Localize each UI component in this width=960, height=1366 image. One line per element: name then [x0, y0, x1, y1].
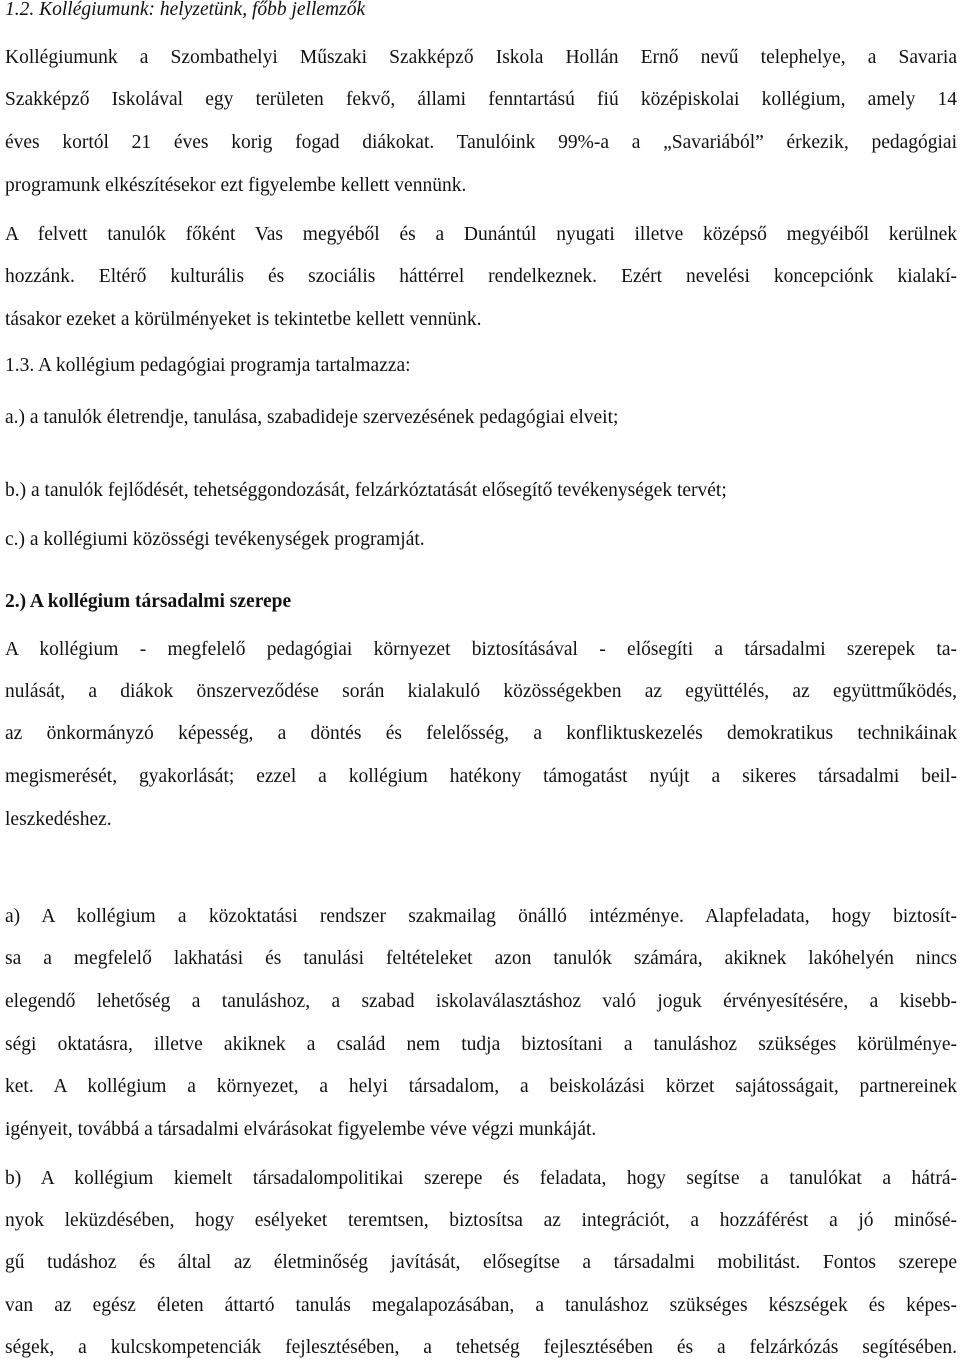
paragraph-line: ségi oktatásra, illetve akiknek a család nem tudja biztosítani a tanuláshoz szükséges körülménye- — [5, 1034, 957, 1055]
paragraph-line: megismerését, gyakorlását; ezzel a kollégium hatékony támogatást nyújt a sikeres társadalmi beil- — [5, 766, 957, 787]
paragraph-line: Kollégiumunk a Szombathelyi Műszaki Szakképző Iskola Hollán Ernő nevű telephelye, a Savaria — [5, 47, 957, 68]
list-item: c.) a kollégiumi közösségi tevékenységek programját. — [5, 529, 425, 550]
paragraph-line: igényeit, továbbá a társadalmi elvárásokat figyelembe véve végzi munkáját. — [5, 1119, 597, 1140]
paragraph-line: van az egész életen áttartó tanulás megalapozásában, a tanuláshoz szükséges készségek és képes- — [5, 1295, 957, 1316]
paragraph-line: programunk elkészítésekor ezt figyelembe kellett vennünk. — [5, 175, 467, 196]
paragraph-line: leszkedéshez. — [5, 809, 112, 830]
paragraph-line: elegendő lehetőség a tanuláshoz, a szabad iskolaválasztáshoz való joguk érvényesítésére, a kisebb- — [5, 991, 957, 1012]
paragraph-line: nyok leküzdésében, hogy esélyeket teremtsen, biztosítsa az integrációt, a hozzáférést a jó minősé- — [5, 1210, 957, 1231]
paragraph-line: A kollégium - megfelelő pedagógiai környezet biztosításával - elősegíti a társadalmi szerepek ta- — [5, 639, 957, 660]
list-item: b.) a tanulók fejlődését, tehetséggondozását, felzárkóztatását elősegítő tevékenységek tervét; — [5, 480, 727, 501]
paragraph-line: sa a megfelelő lakhatási és tanulási feltételeket azon tanulók számára, akiknek lakóhelyén nincs — [5, 948, 957, 969]
paragraph-line: éves kortól 21 éves korig fogad diákokat. Tanulóink 99%-a a „Savariából” érkezik, pedagógiai — [5, 132, 957, 153]
paragraph-line: Szakképző Iskolával egy területen fekvő, állami fenntartású fiú középiskolai kollégium, amely 14 — [5, 89, 957, 110]
program-heading: 1.3. A kollégium pedagógiai programja tartalmazza: — [5, 355, 411, 376]
paragraph-line: ségek, a kulcskompetenciák fejlesztésében, a tehetség fejlesztésében és a felzárkózás segítésében. — [5, 1337, 957, 1358]
paragraph-line: az önkormányzó képesség, a döntés és felelősség, a konfliktuskezelés demokratikus technikáinak — [5, 723, 957, 744]
paragraph-line: b) A kollégium kiemelt társadalompolitikai szerepe és feladata, hogy segítse a tanulókat a hátrá- — [5, 1168, 957, 1189]
section-heading: 1.2. Kollégiumunk: helyzetünk, főbb jellemzők — [5, 0, 366, 20]
paragraph-line: gű tudáshoz és által az életminőség javítását, elősegítse a társadalmi mobilitást. Fontos szerepe — [5, 1252, 957, 1273]
paragraph-line: A felvett tanulók főként Vas megyéből és a Dunántúl nyugati illetve középső megyéiből kerülnek — [5, 224, 957, 245]
paragraph-line: hozzánk. Eltérő kulturális és szociális háttérrel rendelkeznek. Ezért nevelési koncepciónk kialakí- — [5, 266, 957, 287]
paragraph-line: ket. A kollégium a környezet, a helyi társadalom, a beiskolázási körzet sajátosságait, partnereinek — [5, 1076, 957, 1097]
paragraph-line: a) A kollégium a közoktatási rendszer szakmailag önálló intézménye. Alapfeladata, hogy biztosít- — [5, 906, 957, 927]
list-item: a.) a tanulók életrendje, tanulása, szabadideje szervezésének pedagógiai elveit; — [5, 407, 619, 428]
paragraph-line: nulását, a diákok önszerveződése során kialakuló közösségekben az együttélés, az együttműködés, — [5, 681, 957, 702]
paragraph-line: tásakor ezeket a körülményeket is tekintetbe kellett vennünk. — [5, 309, 482, 330]
role-heading: 2.) A kollégium társadalmi szerepe — [5, 591, 292, 612]
